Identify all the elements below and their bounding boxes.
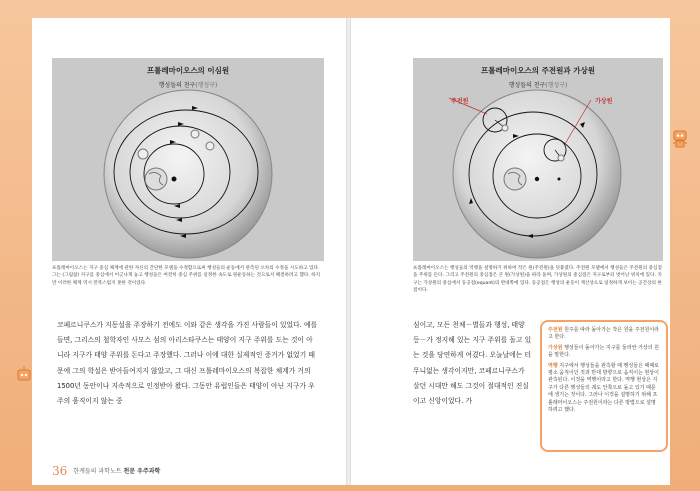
figure-title: 프톨레마이오스의 이심원 <box>146 66 230 75</box>
page-footer <box>52 464 160 478</box>
epicycle-deferent-figure <box>413 58 663 261</box>
right-body-text: 심이고, 모든 천체－별들과 행성, 태양 등－가 정지해 있는 지구 주위를 돌고 있는 것을 당연하게 여겼다. 오늘날에는 터무니없는 생각이지만, 코페르니쿠스가 살던 시대만 해도 그것이 절대적인 진실이고 신앙이었다. 가 <box>413 321 532 406</box>
epicycle-label: 주전원 <box>451 98 469 105</box>
series-name: 한계들의 과학노트 <box>73 468 122 475</box>
book-title: 천문 우주과학 <box>123 468 161 475</box>
glossary-note-box <box>540 320 668 452</box>
right-figure-caption: 프톨레마이오스는 행성들의 역행을 설명하기 위하여 작은 원(주전원)을 덧붙였다. 주전원 모델에서 행성들은 주전원의 중심점을 주위를 돈다. 그리고 주전원의 중심점은 큰 원(가상원)을 따라 돌며, 가상원의 중심점은 지구로부터 벗어난 위치에 있다. 지구는 가상원의 중심에서 동공점(equant)의 반대쪽에 있다. 동공점은 행성의 운동이 계산상으로 일정하게 보이는 공간상의 한 점이다. <box>413 266 662 294</box>
figure-subtitle: 행성들의 천구(행성구) <box>158 82 218 89</box>
robot-mascot-icon <box>671 128 689 150</box>
glossary-entry-epicycle: 주전원 원주를 따라 돌아가는 작은 원을 주전원이라고 한다. <box>548 327 659 341</box>
robot-mascot-icon <box>16 366 32 384</box>
left-body-text: 코페르니쿠스가 지동설을 주장하기 전에도 이와 같은 생각을 가진 사람들이 있었다. 예를 들면, 그리스의 철학자인 사모스 섬의 아리스타쿠스는 태양이 지구 주위를 도는 것이 아니라 지구가 태양 주위를 돈다고 주장했다. 그러나 이에 대한 실제적인 증거가 없었기 때문에 그의 학설은 받아들여지지 않았고, 그 대신 프톨레마이오스의 복잡한 체계가 거의 1500년 동안이나 지속적으로 인정받아 왔다. 그동안 유럽인들은 태양이 아닌 지구가 우주의 움직이지 않는 중 <box>57 321 318 406</box>
glossary-entry-retrograde: 역행 지구에서 행성들을 관측할 때 행성들은 때때로 평소 움직이던 것과 반대 방향으로 움직이는 현상이 관측된다. 이것을 역행이라고 한다. 역행 현상은 지구가 다른 행성들의 궤도 안쪽으로 돌고 있기 때문에 생기는 것이다. 그러나 이것을 설명하기 위해 프톨레마이오스는 주전원이라는 다른 방법으로 설명하려고 했다. <box>548 362 659 414</box>
deferent-label: 가상원 <box>595 98 613 105</box>
glossary-entry-deferent: 가상원 행성들이 돌아가는 지구를 둘러싼 가상의 원을 말한다. <box>548 344 659 359</box>
left-figure-caption: 프톨레마이오스는 지구 중심 체계에 관한 자신의 간단한 모델을 수정함으로써 행성들의 운동에서 관측된 오차의 수정을 시도하고 있다. 그는 (그림참) 지구를 중심에서 어긋나게 놓고 행성들은 여전히 중심 주위를 일정한 속도로 원운동하는 것으로서 해결하려고 했다. 하지만 이러한 체계 역시 만족스럽지 못한 것이었다. <box>52 266 321 286</box>
eccentric-circle-figure <box>52 58 324 261</box>
figure-title: 프톨레마이오스의 주전원과 가상원 <box>481 66 595 75</box>
eccentric-orbit-diagram <box>52 58 324 261</box>
epicycle-orbit-diagram <box>413 58 663 261</box>
page-number: 36 <box>52 464 68 478</box>
book-gutter <box>346 18 351 485</box>
figure-subtitle: 행성들의 천구(행성구) <box>508 82 568 89</box>
